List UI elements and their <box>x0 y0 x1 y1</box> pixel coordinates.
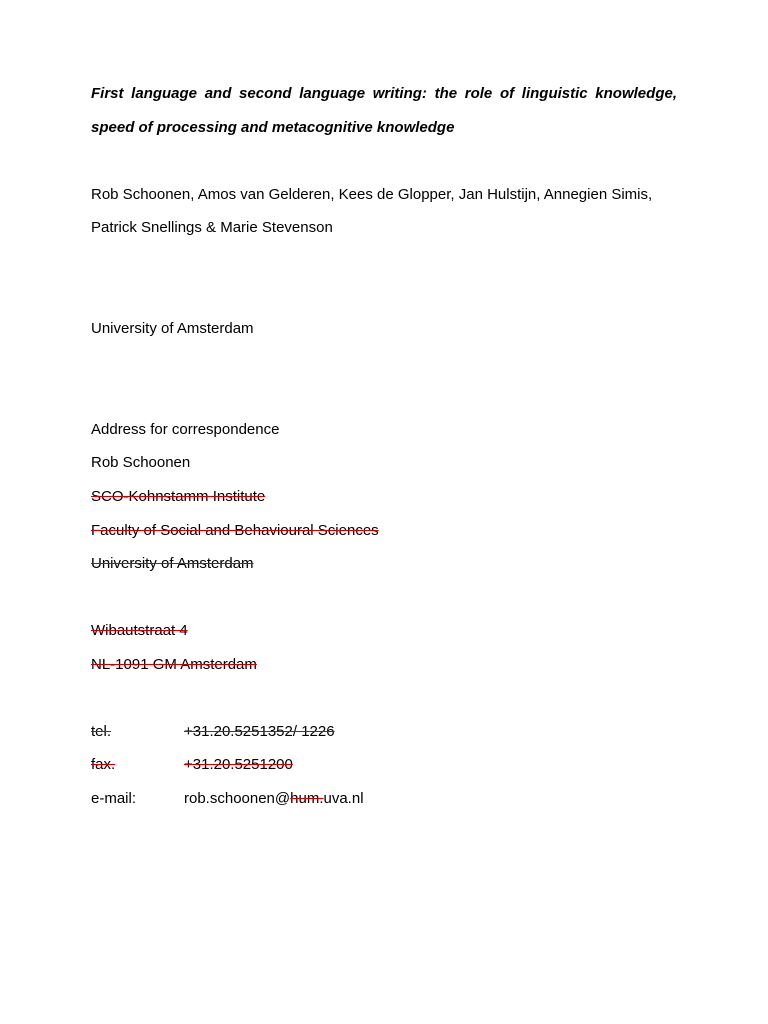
affiliation: University of Amsterdam <box>91 320 254 337</box>
tel-value: +31.20.5251352/ 1226 <box>184 723 335 740</box>
correspondence-institute: SCO-Kohnstamm Institute <box>91 488 266 505</box>
fax-value: +31.20.5251200 <box>184 756 293 773</box>
email-struck-part: hum. <box>290 790 324 807</box>
tel-label: tel. <box>91 723 112 740</box>
email-value[interactable] <box>184 790 364 808</box>
correspondence-university: University of Amsterdam <box>91 555 254 572</box>
email-label: e-mail: <box>91 790 137 807</box>
fax-label: fax. <box>91 756 116 773</box>
email-prefix: rob.schoonen@ <box>184 790 291 807</box>
correspondence-street: Wibautstraat 4 <box>91 622 188 639</box>
paper-title-line-2: speed of processing and metacognitive knowledge <box>91 119 455 136</box>
correspondence-city: NL-1091 GM Amsterdam <box>91 656 257 673</box>
email-suffix: uva.nl <box>323 790 364 807</box>
correspondence-name: Rob Schoonen <box>91 454 191 471</box>
correspondence-faculty: Faculty of Social and Behavioural Sciences <box>91 522 379 539</box>
paper-title-line-1: First language and second language writing: the role of linguistic knowledge, <box>91 85 677 102</box>
authors-line-1: Rob Schoonen, Amos van Gelderen, Kees de Glopper, Jan Hulstijn, Annegien Simis, <box>91 186 653 203</box>
authors-line-2: Patrick Snellings & Marie Stevenson <box>91 219 333 236</box>
correspondence-heading: Address for correspondence <box>91 421 280 438</box>
